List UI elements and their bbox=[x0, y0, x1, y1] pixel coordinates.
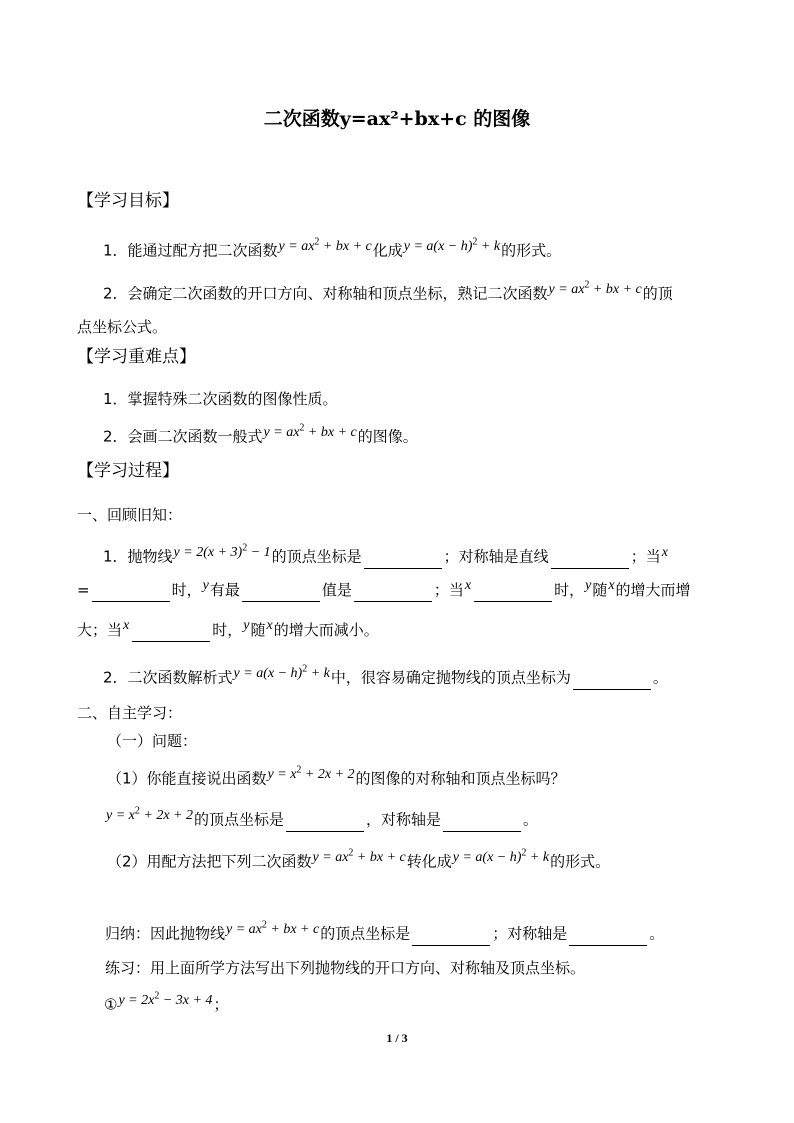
summary-line: 归纳：因此抛物线$y = ax^2$ + bx + c的顶点坐标是 ；对称轴是 。 bbox=[105, 921, 664, 946]
answer-blank bbox=[551, 552, 629, 569]
answer-blank bbox=[364, 552, 442, 569]
review-heading: 一、回顾旧知： bbox=[77, 506, 183, 524]
self-p1-answer: $y = x^2 + 2x + 2$的顶点坐标是 ，对称轴是 。 bbox=[105, 807, 538, 832]
self-subheading: （一）问题： bbox=[107, 732, 198, 750]
answer-blank bbox=[92, 585, 170, 602]
formula-general: $y = ax^2$ + bx + c bbox=[278, 236, 372, 254]
exercise-1: ①y = $2x^2 - 3x + 4$； bbox=[104, 990, 229, 1014]
answer-blank bbox=[443, 815, 521, 832]
math-symbol: x bbox=[608, 578, 615, 593]
formula-general: $y = ax^2$ + bx + c bbox=[226, 919, 320, 937]
self-heading: 二、自主学习： bbox=[77, 704, 183, 722]
section-objectives: 【学习目标】 bbox=[77, 191, 179, 211]
objective-2-cont: 点坐标公式。 bbox=[77, 318, 168, 336]
formula-general: $y = ax^2$ + bx + c bbox=[312, 847, 406, 865]
math-symbol: x bbox=[661, 544, 668, 560]
math-symbol: x bbox=[123, 618, 130, 633]
answer-blank bbox=[286, 815, 364, 832]
formula-ex1: $y = 2x^2 - 3x + 4$ bbox=[118, 990, 213, 1008]
page-title: 二次函数y=ax²+bx+c 的图像 bbox=[263, 108, 531, 130]
formula-vertex: $y = a(x - h)^2 + k$ bbox=[452, 847, 550, 865]
formula-vertex: $y = a(x - h)^2 + k$ bbox=[233, 663, 330, 681]
math-symbol: x bbox=[266, 618, 273, 633]
review-q1-line1: 1．抛物线$y = 2(x + 3)^2 - 1$的顶点坐标是 ；对称轴是直线 ；当x bbox=[103, 544, 669, 569]
keypoint-2: 2．会画二次函数一般式$y = ax^2$ + bx + c的图像。 bbox=[103, 422, 418, 446]
math-symbol: y bbox=[585, 578, 592, 593]
self-p1: （1）你能直接说出函数$y = x^2 + 2x + 2$的图像的对称轴和顶点坐标吗？ bbox=[107, 764, 566, 788]
section-process: 【学习过程】 bbox=[77, 461, 179, 481]
math-symbol: y bbox=[202, 578, 209, 593]
formula-p1: $y = x^2 + 2x + 2$ bbox=[106, 805, 193, 823]
objective-1: 1．能通过配方把二次函数$y = ax^2$ + bx + c化成$y = a(x - h)^2 + k$的形式。 bbox=[103, 236, 562, 260]
page-number: 1 / 3 bbox=[386, 1031, 408, 1045]
formula-general: $y = ax^2$ + bx + c bbox=[548, 279, 642, 297]
review-q1-line3: 大；当x 时，y随x的增大而减小。 bbox=[77, 620, 379, 642]
review-q1-line2: = 时，y有最 值是 ；当x 时，y随x的增大而增 bbox=[77, 580, 691, 602]
math-symbol: y bbox=[243, 618, 250, 633]
objective-2: 2．会确定二次函数的开口方向、对称轴和顶点坐标，熟记二次函数$y = ax^2$ + bx + c的顶 bbox=[103, 279, 673, 303]
answer-blank bbox=[573, 673, 651, 690]
formula-general: $y = ax^2$ + bx + c bbox=[263, 422, 357, 440]
answer-blank bbox=[242, 585, 320, 602]
answer-blank bbox=[412, 929, 490, 946]
self-p2: （2）用配方法把下列二次函数$y = ax^2$ + bx + c转化成$y = a(x - h)^2 + k$的形式。 bbox=[107, 847, 611, 871]
answer-blank bbox=[132, 625, 210, 642]
formula-vertex: $y = a(x - h)^2 + k$ bbox=[403, 236, 501, 254]
section-keypoints: 【学习重难点】 bbox=[77, 347, 196, 367]
review-q2: 2．二次函数解析式$y = a(x - h)^2 + k$中，很容易确定抛物线的顶点坐标为 。 bbox=[103, 665, 668, 690]
exercise-instruction: 练习：用上面所学方法写出下列抛物线的开口方向、对称轴及顶点坐标。 bbox=[105, 959, 586, 977]
answer-blank bbox=[569, 929, 647, 946]
answer-blank bbox=[354, 585, 432, 602]
formula-q1: $y = 2(x + 3)^2 - 1$ bbox=[173, 542, 271, 560]
formula-p1: $y = x^2 + 2x + 2$ bbox=[267, 764, 355, 782]
answer-blank bbox=[474, 585, 552, 602]
math-symbol: x bbox=[464, 578, 472, 593]
keypoint-1: 1．掌握特殊二次函数的图像性质。 bbox=[103, 390, 338, 408]
